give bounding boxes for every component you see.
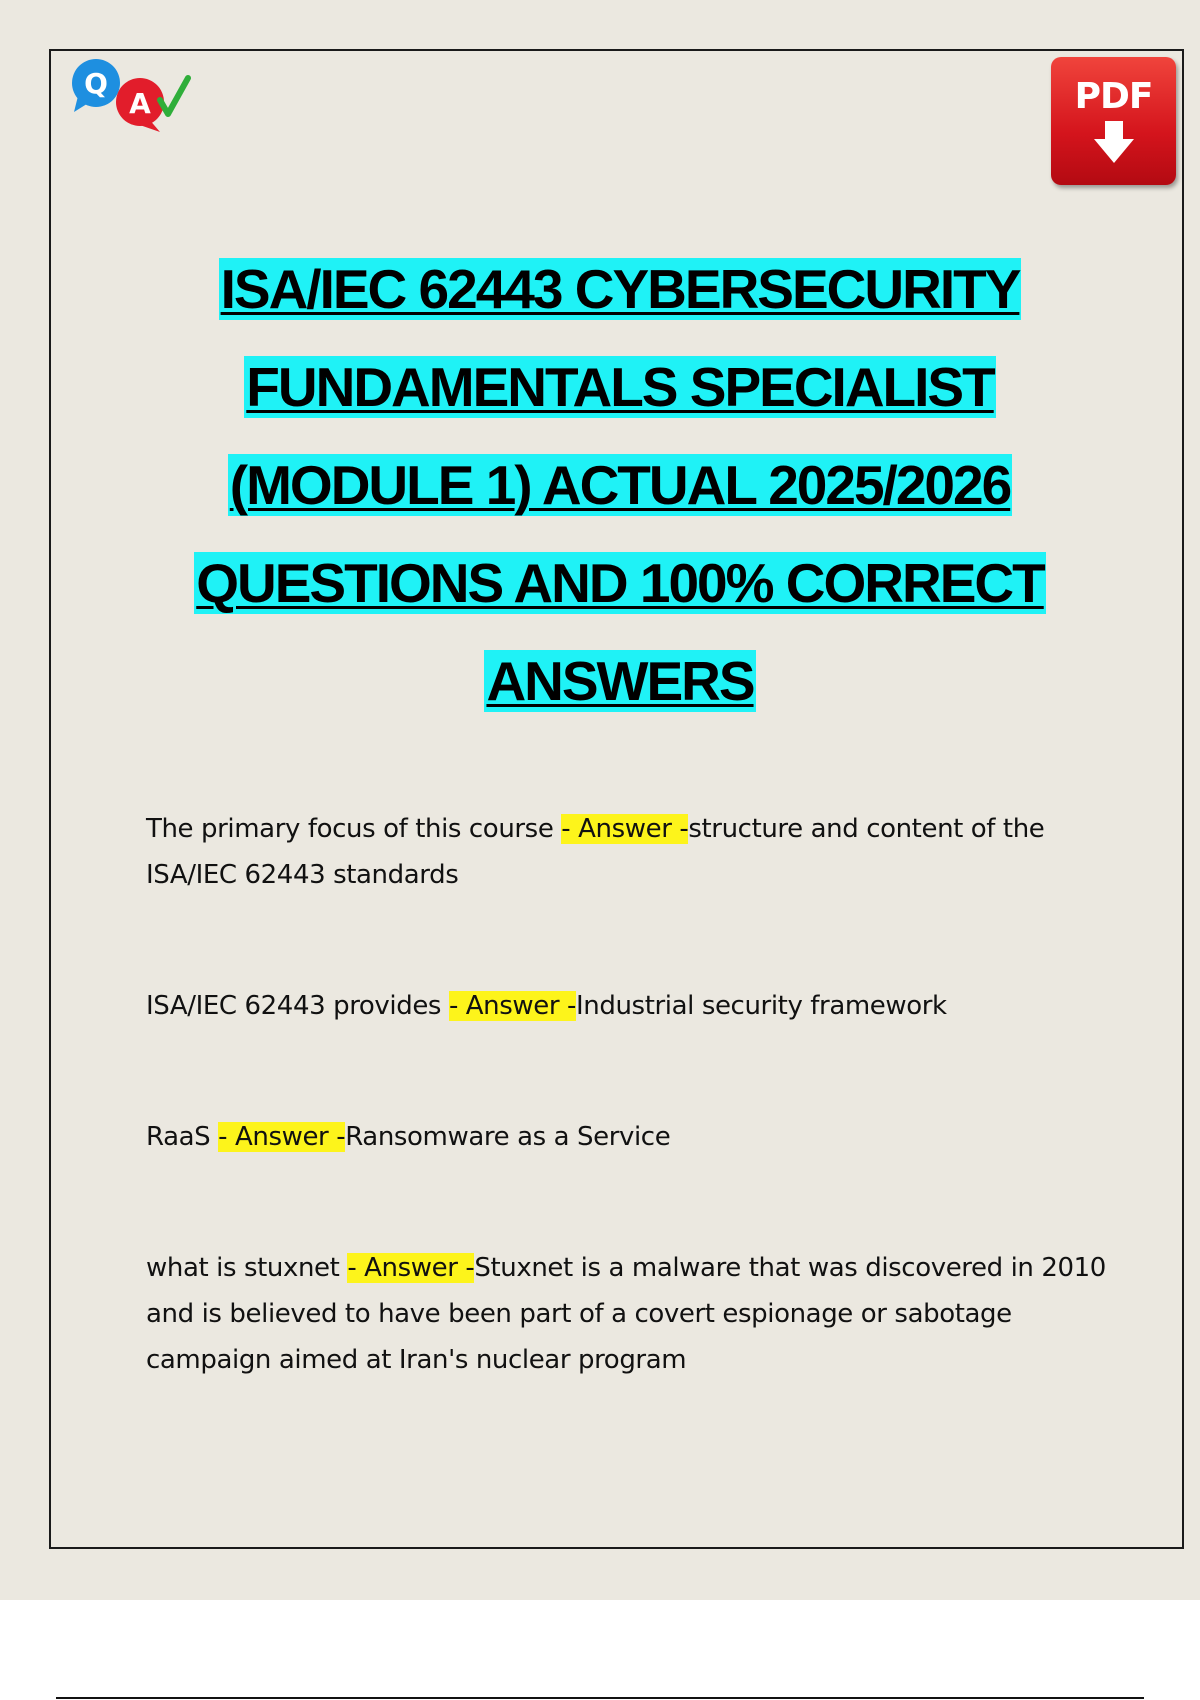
down-arrow-icon xyxy=(1092,119,1136,165)
answer-text: Stuxnet is a malware that was discovered in 2010 and is believed to have been part of a covert espionage or sabotage campaign aimed at Iran's nuclear program xyxy=(146,1253,1106,1375)
question-text: RaaS xyxy=(146,1122,219,1152)
bottom-divider xyxy=(56,1697,1144,1699)
answer-marker: - Answer - xyxy=(561,814,689,844)
answer-marker: - Answer - xyxy=(347,1253,475,1283)
question-text: The primary focus of this course xyxy=(146,814,562,844)
answer-text: Ransomware as a Service xyxy=(345,1122,671,1152)
check-icon xyxy=(160,78,188,114)
qa-item xyxy=(146,1114,670,1160)
qa-item xyxy=(146,1245,1106,1383)
title-line: FUNDAMENTALS SPECIALIST xyxy=(246,356,994,418)
title-line: ISA/IEC 62443 CYBERSECURITY xyxy=(220,258,1020,320)
answer-text: Industrial security framework xyxy=(576,991,947,1021)
logo-a-letter: A xyxy=(129,87,151,120)
title-line: (MODULE 1) ACTUAL 2025/2026 xyxy=(229,454,1011,516)
pdf-download-icon[interactable] xyxy=(1051,57,1176,185)
title-line: ANSWERS xyxy=(486,650,754,712)
document-title xyxy=(60,240,1180,730)
qa-item xyxy=(146,806,1106,898)
qa-item xyxy=(146,983,947,1029)
answer-text: structure and content of the ISA/IEC 62443 standards xyxy=(146,814,1045,890)
logo-q-letter: Q xyxy=(84,67,108,100)
answer-marker: - Answer - xyxy=(218,1122,346,1152)
qa-logo-icon xyxy=(68,56,198,136)
question-text: ISA/IEC 62443 provides xyxy=(146,991,449,1021)
pdf-badge-label: PDF xyxy=(1074,76,1153,117)
question-text: what is stuxnet xyxy=(146,1253,348,1283)
answer-marker: - Answer - xyxy=(448,991,577,1021)
title-line: QUESTIONS AND 100% CORRECT xyxy=(196,552,1044,614)
